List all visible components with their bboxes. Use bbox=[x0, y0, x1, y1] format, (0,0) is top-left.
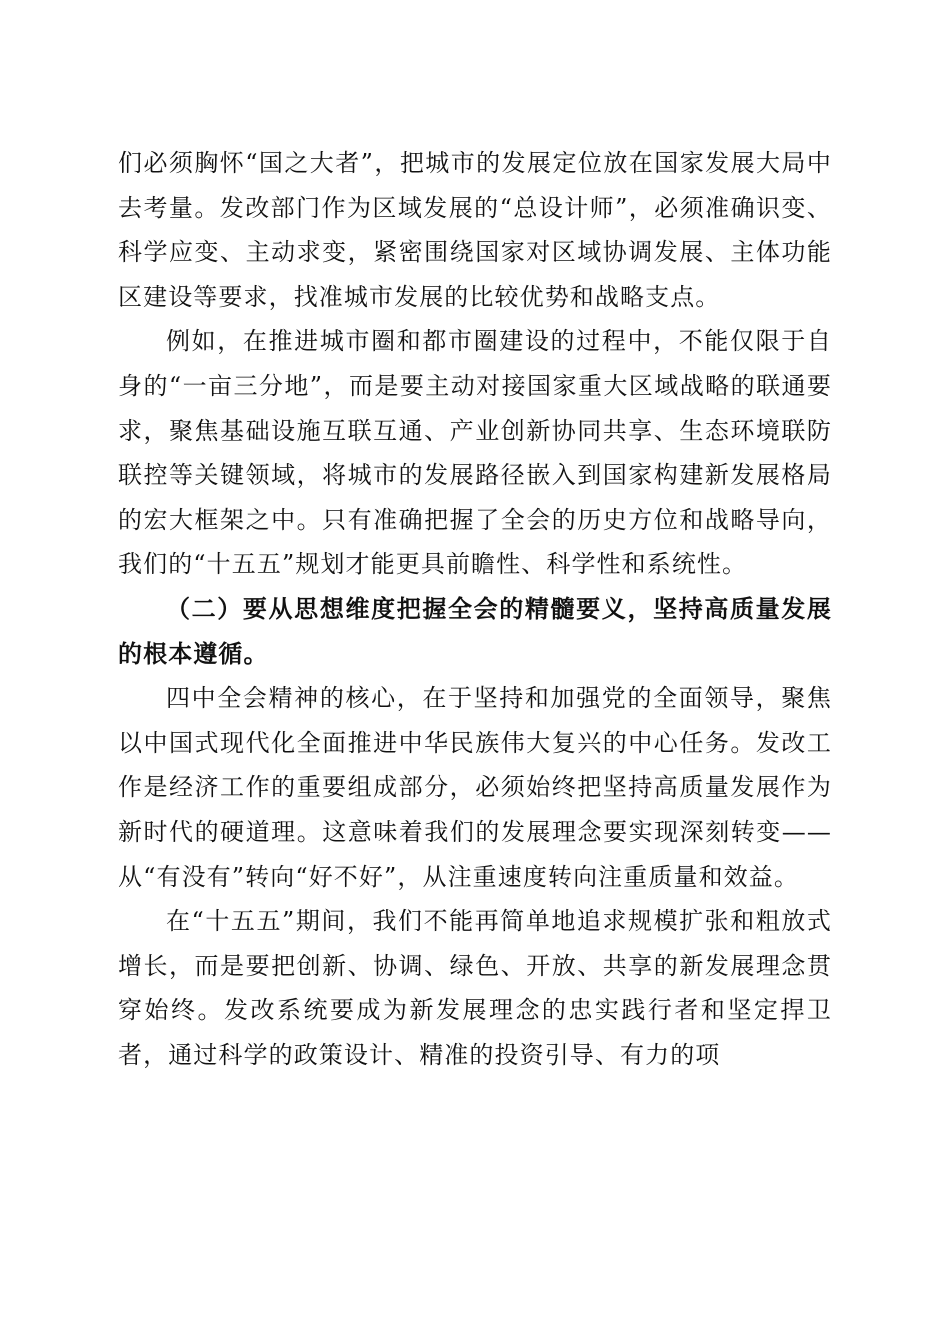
section-heading: （二）要从思想维度把握全会的精髓要义，坚持高质量发展的根本遵循。 bbox=[118, 594, 832, 668]
document-body bbox=[118, 141, 832, 1077]
paragraph-core-spirit: 四中全会精神的核心，在于坚持和加强党的全面领导，聚焦以中国式现代化全面推进中华民族伟大复兴的中心任务。发改工作是经济工作的重要组成部分，必须始终把坚持高质量发展作为新时代的硬道理。这意味着我们的发展理念要实现深刻转变——从“有没有”转向“好不好”，从注重速度转向注重质量和效益。 bbox=[118, 684, 832, 891]
paragraph-continuation: 们必须胸怀“国之大者”，把城市的发展定位放在国家发展大局中去考量。发改部门作为区域发展的“总设计师”，必须准确识变、科学应变、主动求变，紧密围绕国家对区域协调发展、主体功能区建设等要求，找准城市发展的比较优势和战略支点。 bbox=[118, 149, 832, 311]
paragraph-fifteenth-plan: 在“十五五”期间，我们不能再简单地追求规模扩张和粗放式增长，而是要把创新、协调、绿色、开放、共享的新发展理念贯穿始终。发改系统要成为新发展理念的忠实践行者和坚定捍卫者，通过科学的政策设计、精准的投资引导、有力的项 bbox=[118, 907, 832, 1069]
paragraph-example: 例如，在推进城市圈和都市圈建设的过程中，不能仅限于自身的“一亩三分地”，而是要主动对接国家重大区域战略的联通要求，聚焦基础设施互联互通、产业创新协同共享、生态环境联防联控等关键领域，将城市的发展路径嵌入到国家构建新发展格局的宏大框架之中。只有准确把握了全会的历史方位和战略导向，我们的“十五五”规划才能更具前瞻性、科学性和系统性。 bbox=[118, 327, 832, 579]
